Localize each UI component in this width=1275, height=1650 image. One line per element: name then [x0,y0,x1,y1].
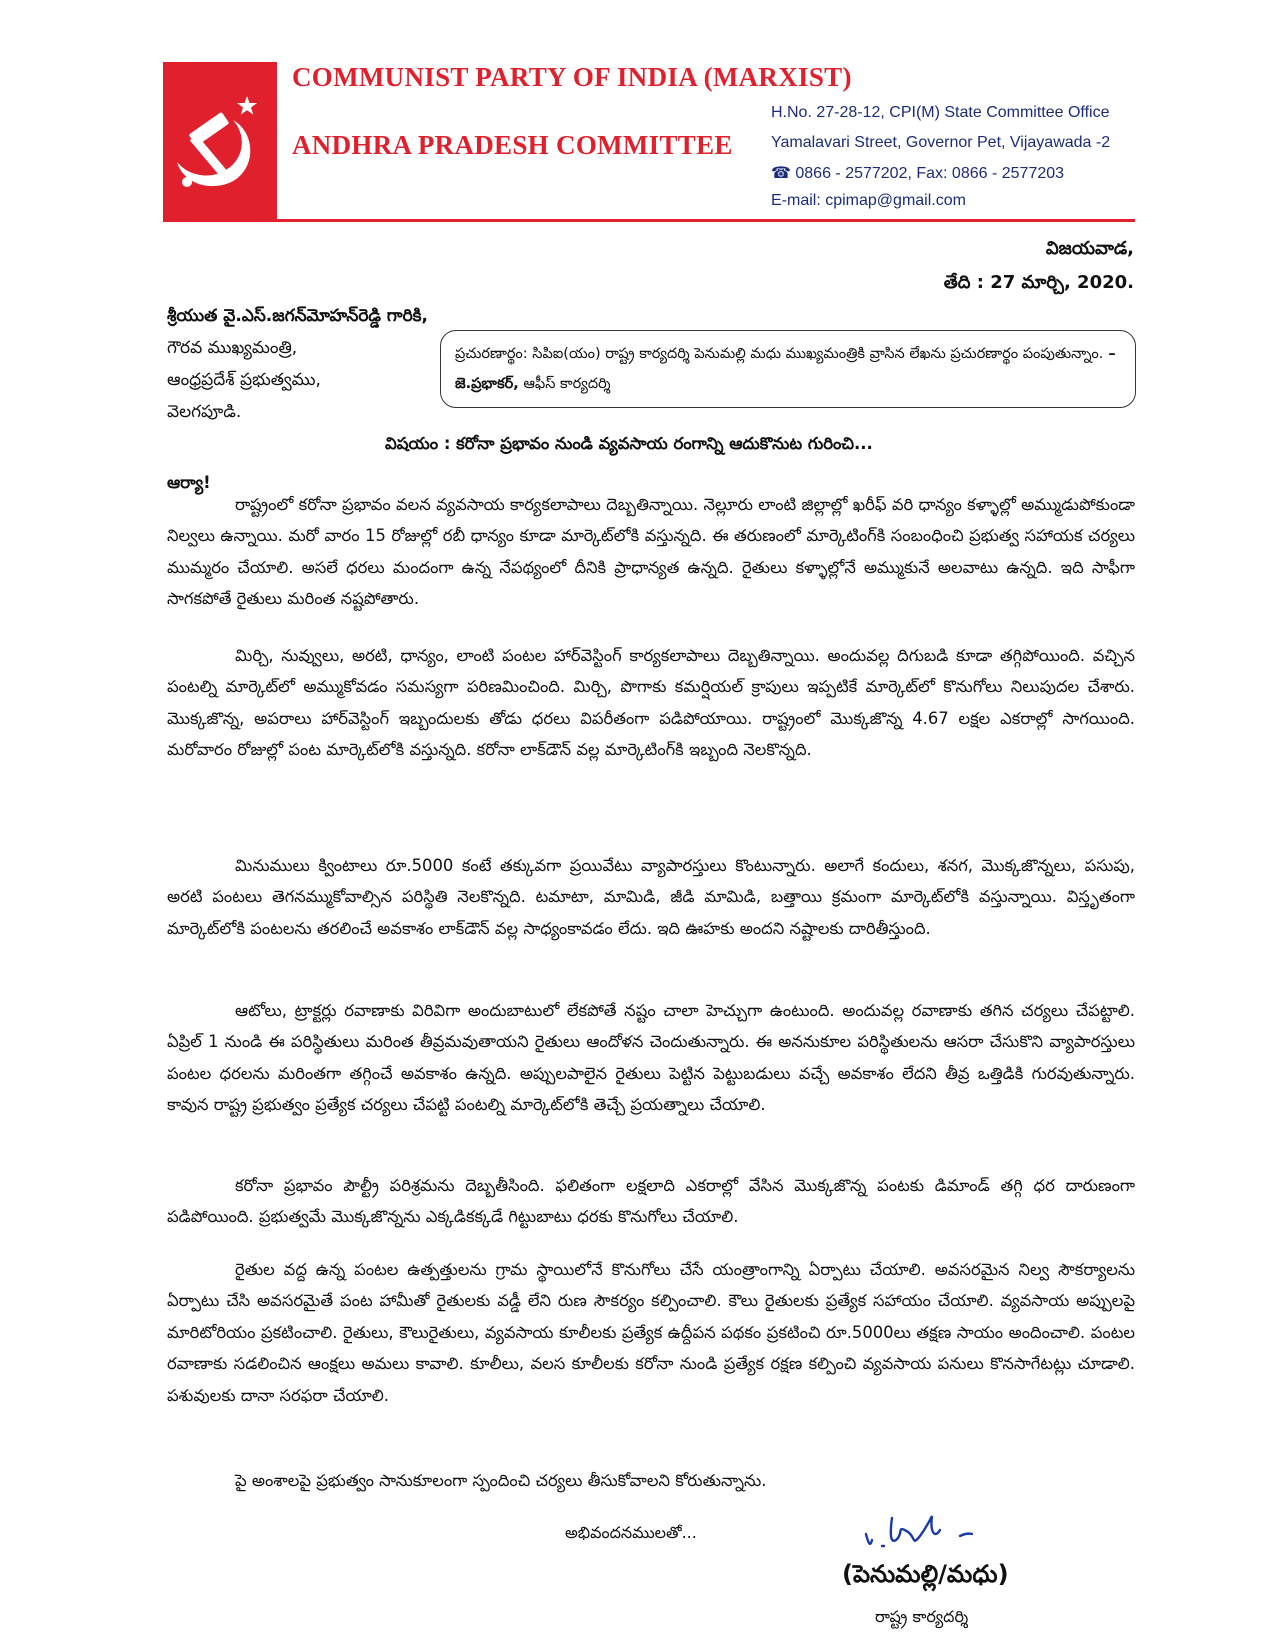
press-note-signer-title: ఆఫీస్ కార్యదర్శి [518,376,611,392]
salutation: ఆర్యా! [167,473,211,492]
address-line-1: H.No. 27-28-12, CPI(M) State Committee Office [771,104,1110,121]
signer-title: రాష్ట్ర కార్యదర్శి [875,1607,969,1626]
letterhead-divider [163,219,1135,222]
hammer-sickle-star-icon [173,92,267,196]
recipient-line-4: వెలగపూడి. [167,402,242,422]
body-paragraph-7: పై అంశాలపై ప్రభుత్వం సానుకూలంగా స్పందించి చర్యలు తీసుకోవాలని కోరుతున్నాను. [235,1471,767,1490]
body-paragraph-3: మినుములు క్వింటాలు రూ.5000 కంటే తక్కువగా ప్రయివేటు వ్యాపారస్తులు కొంటున్నారు. అలాగే కందులు, శనగ, మొక్కజొన్నలు, పసుపు, అరటి పంటలు తెగనమ్ముకోవాల్సిన పరిస్థితి నెలకొన్నది. టమాటా, మామిడి, జీడి మామిడి, బత్తాయి క్రమంగా మార్కెట్‌లోకి వస్తున్నాయి. విస్తృతంగా మార్కెట్‌లోకి పంటలను తరలించే అవకాశం లాక్‌డౌన్ వల్ల సాధ్యంకావడం లేదు. ఇది ఊహకు అందని నష్టాలకు దారితీస్తుంది. [167,856,1135,938]
press-note-box [440,330,1136,408]
party-name: COMMUNIST PARTY OF INDIA (MARXIST) [292,62,852,92]
letter-date: తేది : 27 మార్చి, 2020. [943,272,1134,293]
recipient-line-3: ఆంధ్రప్రదేశ్ ప్రభుత్వము, [167,370,321,390]
recipient-line-2: గౌరవ ముఖ్యమంత్రి, [167,338,298,358]
party-logo [163,62,277,222]
closing-text: అభివందనములతో... [565,1523,697,1542]
committee-name: ANDHRA PRADESH COMMITTEE [292,130,733,160]
press-note-text: ప్రచురణార్థం: సిపిఐ(యం) రాష్ట్ర కార్యదర్శి పెనుమల్లి మధు ముఖ్యమంత్రికి వ్రాసిన లేఖను ప్రచురణార్థం పంపుతున్నాం. [455,346,1104,362]
letter-place: విజయవాడ, [1045,238,1134,259]
signer-name: (పెనుమల్లి/మధు) [842,1560,1009,1588]
email-address: E-mail: cpimap@gmail.com [771,192,966,209]
recipient-line-1: శ్రీయుత వై.ఎస్.జగన్‌మోహన్‌రెడ్డి గారికి, [167,306,428,326]
body-paragraph-2: మిర్చి, నువ్వులు, అరటి, ధాన్యం, లాంటి పంటల హార్‌వెస్టింగ్ కార్యకలాపాలు దెబ్బతిన్నాయి. అందువల్ల దిగుబడి కూడా తగ్గిపోయింది. వచ్చిన పంటల్ని మార్కెట్‌లో అమ్ముకోవడం సమస్యగా పరిణమించింది. మిర్చి, పొగాకు కమర్షియల్ క్రాపులు ఇప్పటికే మార్కెట్‌లో కొనుగోలు నిలుపుదల చేశారు. మొక్కజొన్న, అపరాలు హార్‌వెస్టింగ్ ఇబ్బందులకు తోడు ధరలు విపరీతంగా పడిపోయాయి. రాష్ట్రంలో మొక్కజొన్న 4.67 లక్షల ఎకరాల్లో సాగయింది. మరోవారం రోజుల్లో పంట మార్కెట్‌లోకి వస్తున్నది. కరోనా లాక్‌డౌన్ వల్ల మార్కెటింగ్‌కి ఇబ్బంది నెలకొన్నది. [167,646,1135,760]
press-note-signer: – జె.ప్రభాకర్, [455,346,1116,392]
phone-fax: ☎ 0866 - 2577202, Fax: 0866 - 2577203 [771,165,1065,182]
body-paragraph-4: ఆటోలు, ట్రాక్టర్లు రవాణాకు విరివిగా అందుబాటులో లేకపోతే నష్టం చాలా హెచ్చుగా ఉంటుంది. అందువల్ల రవాణాకు తగిన చర్యలు చేపట్టాలి. ఏప్రిల్ 1 నుండి ఈ పరిస్థితులు మరింత తీవ్రమవుతాయని రైతులు ఆందోళన చెందుతున్నారు. ఈ అననుకూల పరిస్థితులను ఆసరా చేసుకొని వ్యాపారస్తులు పంటల ధరలను మరింతగా తగ్గించే అవకాశం ఉన్నది. అప్పులపాలైన రైతులు పెట్టిన పెట్టుబడులు వచ్చే అవకాశం లేదని తీవ్ర ఒత్తిడికి గురవుతున్నారు. కావున రాష్ట్ర ప్రభుత్వం ప్రత్యేక చర్యలు చేపట్టి పంటల్ని మార్కెట్‌లోకి తెచ్చే ప్రయత్నాలు చేయాలి. [167,1001,1135,1115]
body-paragraph-5: కరోనా ప్రభావం పౌల్ట్రీ పరిశ్రమను దెబ్బతీసింది. ఫలితంగా లక్షలాది ఎకరాల్లో వేసిన మొక్కజొన్న పంటకు డిమాండ్ తగ్గి ధర దారుణంగా పడిపోయింది. ప్రభుత్వమే మొక్కజొన్నను ఎక్కడికక్కడే గిట్టుబాటు ధరకు కొనుగోలు చేయాలి. [167,1176,1135,1227]
address-line-2: Yamalavari Street, Governor Pet, Vijayawada -2 [771,134,1111,151]
body-paragraph-6: రైతుల వద్ద ఉన్న పంటల ఉత్పత్తులను గ్రామ స్థాయిలోనే కొనుగోలు చేసే యంత్రాంగాన్ని ఏర్పాటు చేయాలి. అవసరమైన నిల్వ సౌకర్యాలను ఏర్పాటు చేసి అవసరమైతే పంట హామీతో రైతులకు వడ్డీ లేని రుణ సౌకర్యం కల్పించాలి. కౌలు రైతులకు ప్రత్యేక సహాయం చేయాలి. వ్యవసాయ అప్పులపై మారిటోరియం ప్రకటించాలి. రైతులు, కౌలురైతులు, వ్యవసాయ కూలీలకు ప్రత్యేక ఉద్దీపన పథకం ప్రకటించి రూ.5000లు తక్షణ సాయం అందించాలి. పంటల రవాణాకు సడలించిన ఆంక్షలు అమలు కావాలి. కూలీలు, వలస కూలీలకు కరోనా నుండి ప్రత్యేక రక్షణ కల్పించి వ్యవసాయ పనులు కొనసాగేటట్లు చూడాలి. పశువులకు దానా సరఫరా చేయాలి. [167,1260,1135,1405]
handwritten-signature [860,1510,1030,1562]
body-paragraph-1: రాష్ట్రంలో కరోనా ప్రభావం వలన వ్యవసాయ కార్యకలాపాలు దెబ్బతిన్నాయి. నెల్లూరు లాంటి జిల్లాల్లో ఖరీఫ్ వరి ధాన్యం కళ్ళాల్లో అమ్ముడుపోకుండా నిల్వలు ఉన్నాయి. మరో వారం 15 రోజుల్లో రబీ ధాన్యం కూడా మార్కెట్‌లోకి వస్తున్నది. ఈ తరుణంలో మార్కెటింగ్‌కి సంబంధించి ప్రభుత్వ సహాయక చర్యలు ముమ్మరం చేయాలి. అసలే ధరలు మందంగా ఉన్న నేపథ్యంలో దీనికి ప్రాధాన్యత ఉన్నది. రైతులు కళ్ళాల్లోనే అమ్ముకునే అలవాటు ఉన్నది. ఇది సాఫీగా సాగకపోతే రైతులు మరింత నష్టపోతారు. [167,495,1135,609]
letter-subject: విషయం : కరోనా ప్రభావం నుండి వ్యవసాయ రంగాన్ని ఆదుకొనుట గురించి... [385,434,873,453]
